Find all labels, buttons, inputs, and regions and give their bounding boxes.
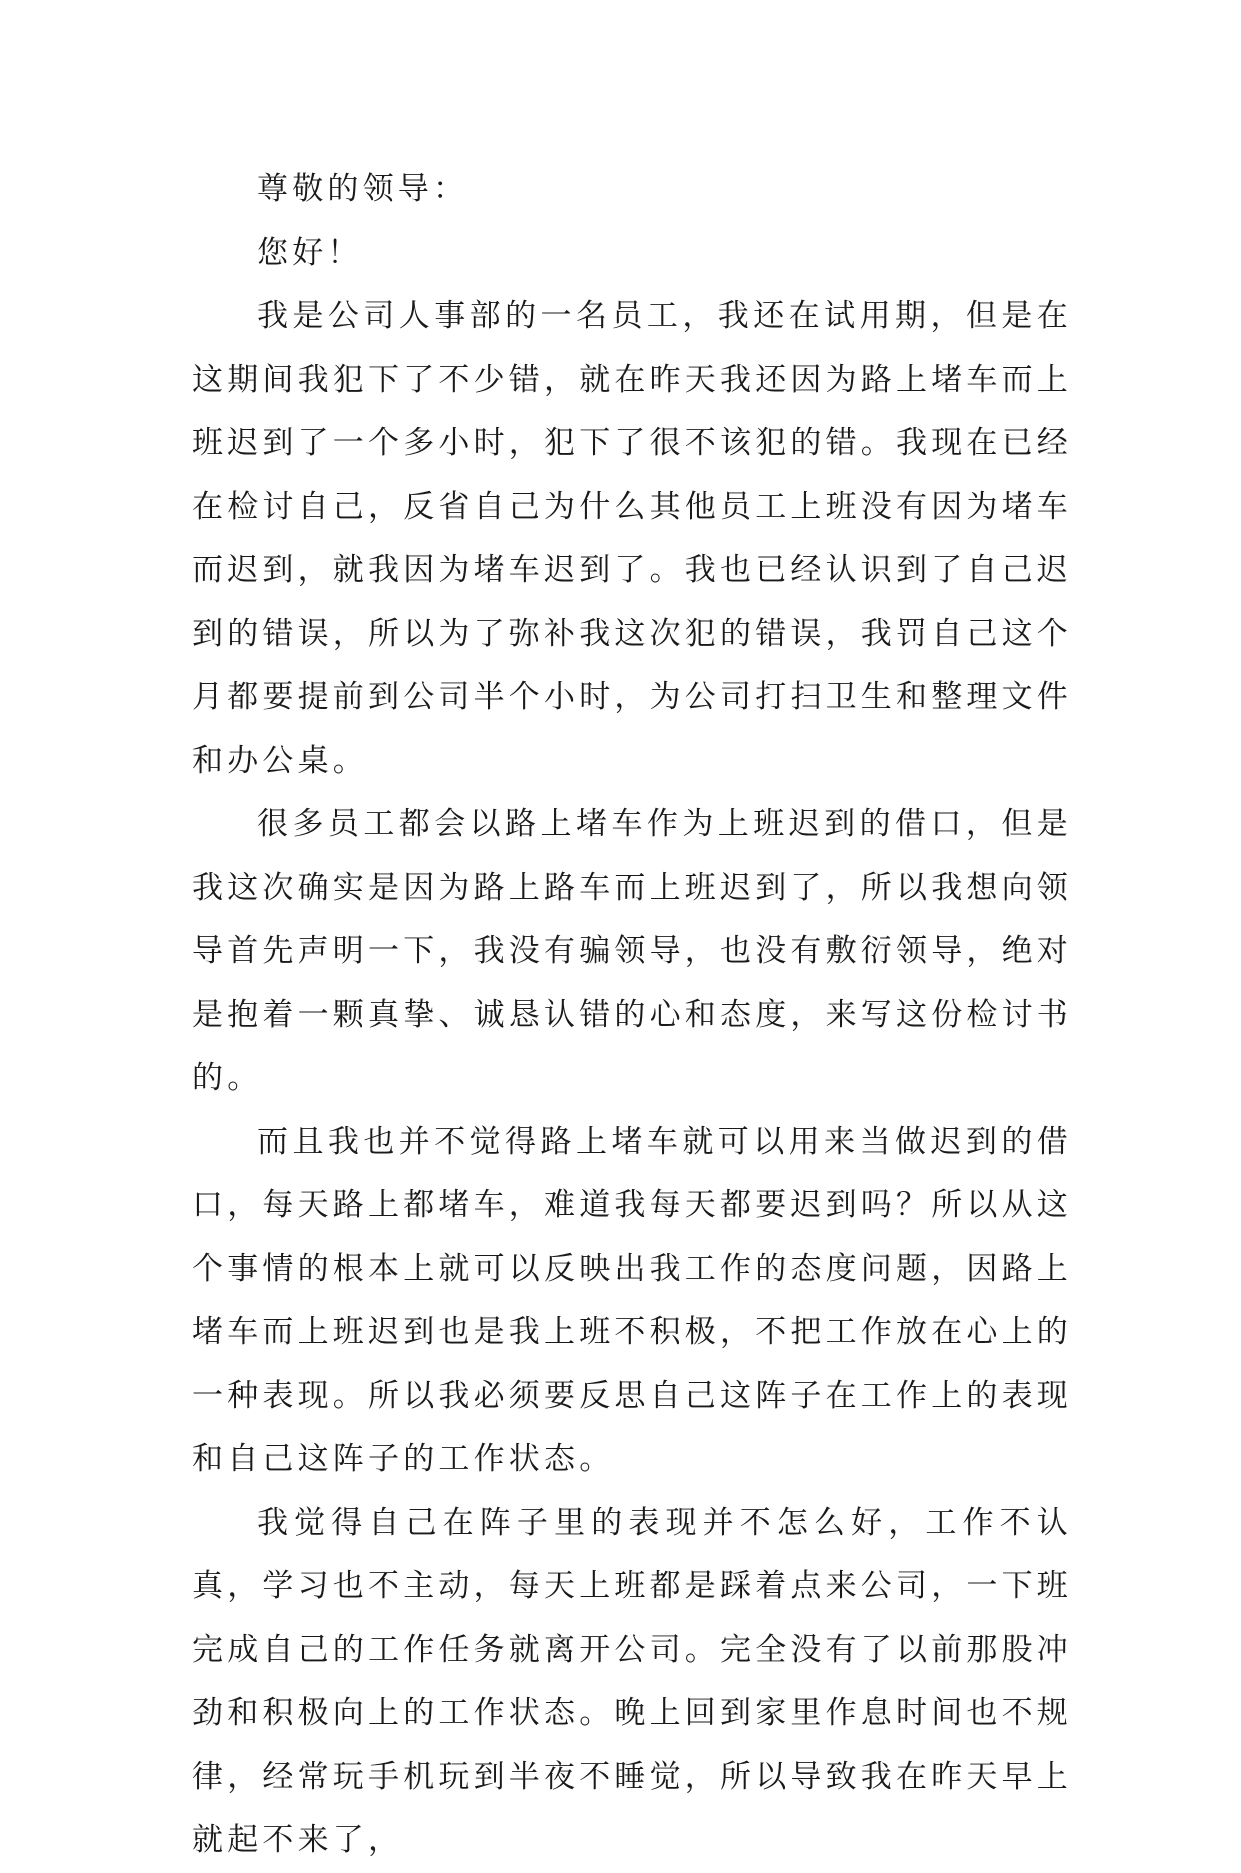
salutation: 尊敬的领导： — [257, 171, 469, 207]
paragraph: 而且我也并不觉得路上堵车就可以用来当做迟到的借口，每天路上都堵车，难道我每天都要迟到吗？所以从这个事情的根本上就可以反映出我工作的态度问题，因路上堵车而上班迟到也是我上班不积极，不把工作放在心上的一种表现。所以我必须要反思自己这阵子在工作上的表现和自己这阵子的工作状态。 — [192, 1123, 1072, 1477]
paragraph: 很多员工都会以路上堵车作为上班迟到的借口，但是我这次确实是因为路上路车而上班迟到了，所以我想向领导首先声明一下，我没有骗领导，也没有敷衍领导，绝对是抱着一颗真挚、诚恳认错的心和态度，来写这份检讨书的。 — [192, 806, 1072, 1096]
letter-body — [192, 158, 1072, 1873]
paragraph: 我是公司人事部的一名员工，我还在试用期，但是在这期间我犯下了不少错，就在昨天我还因为路上堵车而上班迟到了一个多小时，犯下了很不该犯的错。我现在已经在检讨自己，反省自己为什么其他员工上班没有因为堵车而迟到，就我因为堵车迟到了。我也已经认识到了自己迟到的错误，所以为了弥补我这次犯的错误，我罚自己这个月都要提前到公司半个小时，为公司打扫卫生和整理文件和办公桌。 — [192, 298, 1072, 779]
paragraph: 我觉得自己在阵子里的表现并不怎么好，工作不认真，学习也不主动，每天上班都是踩着点来公司，一下班完成自己的工作任务就离开公司。完全没有了以前那股冲劲和积极向上的工作状态。晚上回到家里作息时间也不规律，经常玩手机玩到半夜不睡觉，所以导致我在昨天早上就起不来了， — [192, 1504, 1072, 1858]
greeting: 您好！ — [257, 234, 363, 271]
